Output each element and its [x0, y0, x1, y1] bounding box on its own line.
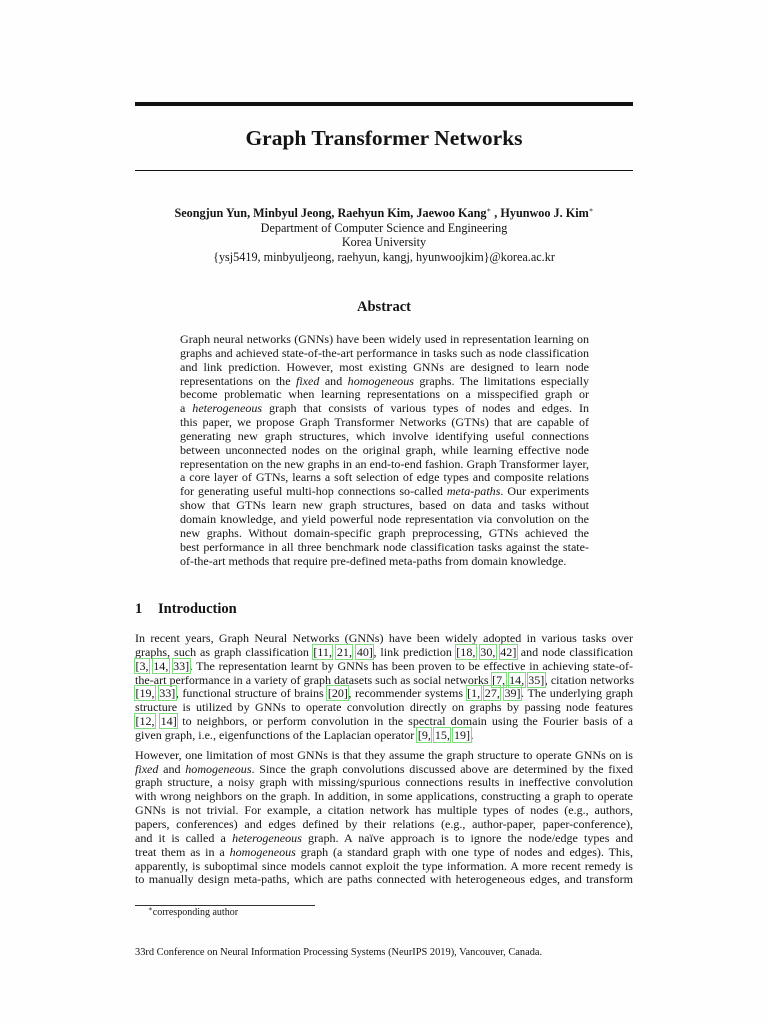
- abstract-line: best performance in all three benchmark node classification tasks against the state-: [180, 539, 589, 554]
- abstract-line: generating new graph structures, which involve identifying useful connections: [180, 428, 589, 443]
- abstract-line: Graph neural networks (GNNs) have been widely used in representation learning on: [180, 332, 589, 346]
- abstract-line: representations on the fixed and homogeneous graphs. The limitations especially: [180, 373, 589, 388]
- text-line: given graph, i.e., eigenfunctions of the Laplacian operator [9, 15, 19].: [135, 727, 474, 742]
- abstract-heading: Abstract: [357, 299, 411, 315]
- text-line: In recent years, Graph Neural Networks (GNNs) have been widely adopted in various tasks over: [135, 631, 633, 645]
- text-line: graphs, such as graph classification [11, 21, 40], link prediction [18, 30, 42] and node classification: [135, 644, 633, 659]
- text-line: apparently, is suboptimal since models cannot exploit the type information. A more recent remedy is: [135, 858, 633, 873]
- conference-note: 33rd Conference on Neural Information Processing Systems (NeurIPS 2019), Vancouver, Canada.: [135, 947, 543, 958]
- citation-link[interactable]: 14,: [153, 658, 169, 673]
- citation-link[interactable]: [19,: [135, 686, 155, 701]
- citation-link[interactable]: 27,: [484, 686, 500, 701]
- section-title: Introduction: [158, 601, 237, 617]
- abstract-line: between unconnected nodes on the original graph, while learning effective node: [180, 442, 589, 457]
- paragraph: [135, 749, 633, 887]
- footnote-rule: [135, 905, 315, 906]
- author-emails: {ysj5419, minbyuljeong, raehyun, kangj, hyunwoojkim}@korea.ac.kr: [213, 249, 555, 264]
- citation-link[interactable]: 33]: [159, 686, 176, 701]
- citation-link[interactable]: 35]: [528, 672, 545, 687]
- author-names: Seongjun Yun, Minbyul Jeong, Raehyun Kim, Jaewoo Kang∗ , Hyunwoo J. Kim∗: [174, 206, 594, 220]
- text-line: graph structure, a noisy graph with missing/spurious connections results in ineffective convolution: [135, 775, 633, 790]
- abstract-line: of-the-art methods that require pre-defined meta-paths from domain knowledge.: [180, 553, 567, 568]
- citation-link[interactable]: [12,: [135, 714, 155, 729]
- text-line: structure is utilized by GNNs to operate convolution directly on graphs by passing node features: [135, 700, 633, 715]
- paragraph: [135, 632, 633, 743]
- abstract-line: representation on the new graphs in an end-to-end fashion. Graph Transformer layer,: [180, 456, 589, 471]
- abstract-line: become problematic when learning representations on a misspecified graph or: [180, 387, 589, 402]
- text-line: the-art performance in a variety of graph datasets such as social networks [7, 14, 35], citation networks: [135, 672, 635, 687]
- text-line: GNNs is not trivial. For example, a citation network has multiple types of nodes (e.g., authors,: [135, 803, 633, 818]
- citation-link[interactable]: 39]: [504, 686, 521, 701]
- text-line: with wrong neighbors on the graph. In addition, in some applications, constructing a graph to operate: [135, 789, 633, 804]
- abstract-line: a heterogeneous graph that consists of various types of nodes and edges. In: [180, 401, 590, 416]
- citation-link[interactable]: 21,: [336, 644, 352, 659]
- text-line: and it is called a heterogeneous graph. A naïve approach is to ignore the node/edge types and: [135, 830, 633, 845]
- footnote-text: corresponding author: [152, 907, 239, 918]
- citation-link[interactable]: [20]: [327, 686, 348, 701]
- citation-link[interactable]: 42]: [500, 644, 517, 659]
- citation-link[interactable]: 40]: [356, 644, 373, 659]
- footnote-mark: ∗: [148, 905, 153, 913]
- abstract-line: new graphs. Without domain-specific graph preprocessing, GTNs achieved the: [180, 525, 589, 540]
- abstract-line: a core layer of GTNs, learns a soft selection of edge types and composite relations: [180, 470, 589, 485]
- citation-link[interactable]: 33]: [173, 658, 190, 673]
- text-line: [12, 14] to neighbors, or perform convolution in the spectral domain using the Fourier basis of a: [135, 714, 633, 729]
- text-line: fixed and homogeneous. Since the graph convolutions discussed above are determined by the fixed: [135, 761, 633, 776]
- text-line: [19, 33], functional structure of brains [20], recommender systems [1, 27, 39]. The underlying graph: [135, 686, 634, 701]
- abstract-line: show that GTNs learn new graph structures, based on data and tasks without: [180, 498, 589, 513]
- title-rule: [135, 170, 633, 171]
- citation-link[interactable]: 14]: [160, 714, 177, 729]
- abstract-line: for generating useful multi-hop connections so-called meta-paths. Our experiments: [180, 484, 590, 499]
- text-line: [3, 14, 33]. The representation learnt by GNNs has been proven to be effective in achieving state-of-: [135, 658, 634, 673]
- abstract-line: and link prediction. However, most existing GNNs are designed to learn node: [180, 359, 589, 374]
- footnote: [148, 907, 238, 918]
- citation-link[interactable]: [9,: [417, 727, 431, 742]
- abstract-line: graphs and achieved state-of-the-art performance in tasks such as node classification: [180, 345, 589, 360]
- citation-link[interactable]: 30,: [480, 644, 496, 659]
- text-line: However, one limitation of most GNNs is that they assume the graph structure to operate GNNs on is: [135, 747, 633, 762]
- text-line: papers, conferences) and edges defined by their relations (e.g., author-paper, paper-conference),: [135, 816, 633, 831]
- citation-link[interactable]: [3,: [135, 658, 149, 673]
- citation-link[interactable]: [11,: [313, 644, 332, 659]
- paper-title: Graph Transformer Networks: [245, 126, 523, 150]
- citation-link[interactable]: 19]: [453, 727, 471, 742]
- citation-link[interactable]: [18,: [456, 644, 476, 659]
- citation-link[interactable]: [7,: [492, 672, 506, 687]
- text-line: treat them as in a homogeneous graph (a standard graph with one type of nodes and edges). This,: [135, 844, 633, 859]
- text-line: to manually design meta-paths, which are paths connected with heterogeneous edges, and transform: [135, 872, 633, 887]
- section-number: 1: [135, 601, 143, 617]
- author-university: Korea University: [341, 235, 427, 250]
- abstract-body: [180, 333, 589, 568]
- introduction-body: [135, 632, 633, 887]
- citation-link[interactable]: [1,: [467, 686, 481, 701]
- author-block: [135, 206, 633, 264]
- section-heading-introduction: [135, 601, 237, 618]
- author-department: Department of Computer Science and Engineering: [260, 220, 508, 235]
- abstract-line: this paper, we propose Graph Transformer Networks (GTNs) that are capable of: [180, 415, 589, 430]
- top-rule: [135, 102, 633, 106]
- citation-link[interactable]: 14,: [509, 672, 525, 687]
- abstract-line: domain knowledge, and yield powerful node representation via convolution on the: [180, 511, 589, 526]
- citation-link[interactable]: 15,: [434, 727, 450, 742]
